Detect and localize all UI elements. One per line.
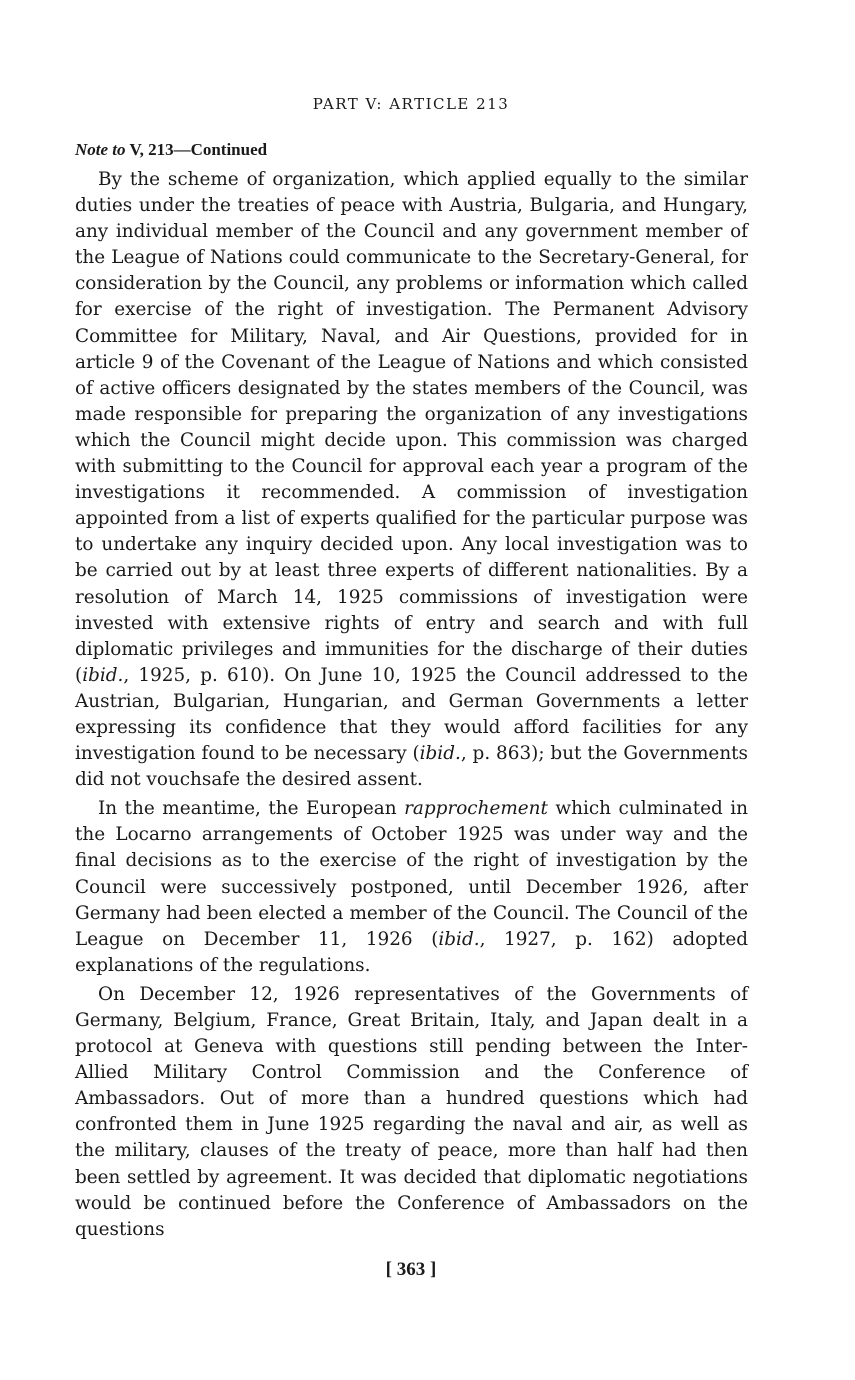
body-text (75, 167, 748, 1246)
ibid-citation: ibid. (419, 743, 461, 765)
paragraph-3 (75, 982, 748, 1243)
paragraph-1-text-b: , 1925, p. 610). On June 10, 1925 the Council addressed to the Austrian, Bulgarian, Hungarian, and German Governments a letter expressing its confidence that they would afford facilities for any investigation found to be necessary ( (75, 664, 748, 765)
note-reference: V, 213—Continued (129, 140, 268, 159)
paragraph-3-text: On December 12, 1926 representatives of the Governments of Germany, Belgium, France, Great Britain, Italy, and Japan dealt in a protocol at Geneva with questions still pending between the Inter-Allied Military Control Commission and the Conference of Ambassadors. Out of more than a hundred questions which had confronted them in June 1925 regarding the naval and air, as well as the military, clauses of the treaty of peace, more than half had then been settled by agreement. It was decided that diplomatic negotiations would be continued before the Conference of Ambassadors on the questions (75, 983, 748, 1240)
ibid-citation: ibid. (82, 664, 124, 686)
ibid-citation: ibid. (438, 928, 480, 950)
note-prefix: Note to (75, 140, 126, 159)
paragraph-2-text-b: which culminated in the Locarno arrangements of October 1925 was under way and the final decisions as to the exercise of the right of investigation by the Council were successively postponed, until December 1926, after Germany had been elected a member of the Council. The Council of the League on December 11, 1926 ( (75, 798, 749, 950)
paragraph-1-text-c: , p. 863); but the Governments did not vouchsafe the desired assent. (75, 743, 748, 791)
paragraph-1-text-a: By the scheme of organization, which applied equally to the similar duties under the treaties of peace with Austria, Bulgaria, and Hungary, any individual member of the Council and any government member of the League of Nations could communicate to the Secretary-General, for consideration by the Council, any problems or information which called for exercise of the right of investigation. The Permanent Advisory Committee for Military, Naval, and Air Questions, provided for in article 9 of the Covenant of the League of Nations and which consisted of active officers designated by the states members of the Council, was made responsible for preparing the organization of any investigations which the Council might decide upon. This commission was charged with submitting to the Council for approval each year a program of the investigations it recommended. A commission of investigation appointed from a list of experts qualified for the particular purpose was to undertake any inquiry decided upon. Any local investigation was to be carried out by at least three experts of different nationalities. By a resolution of March 14, 1925 commissions of investigation were invested with extensive rights of entry and search and with full diplomatic privileges and immunities for the discharge of their duties ( (75, 169, 748, 686)
paragraph-2-text-a: In the meantime, the European (98, 798, 405, 820)
paragraph-1 (75, 167, 748, 793)
page-number: [ 363 ] (385, 1259, 437, 1280)
note-heading (75, 140, 267, 160)
rapprochement-term: rapprochement (404, 798, 548, 820)
running-head: PART V: ARTICLE 213 (312, 95, 510, 113)
paragraph-2 (75, 796, 748, 979)
paragraph-2-text-c: , 1927, p. 162) adopted explanations of the regulations. (75, 928, 748, 976)
